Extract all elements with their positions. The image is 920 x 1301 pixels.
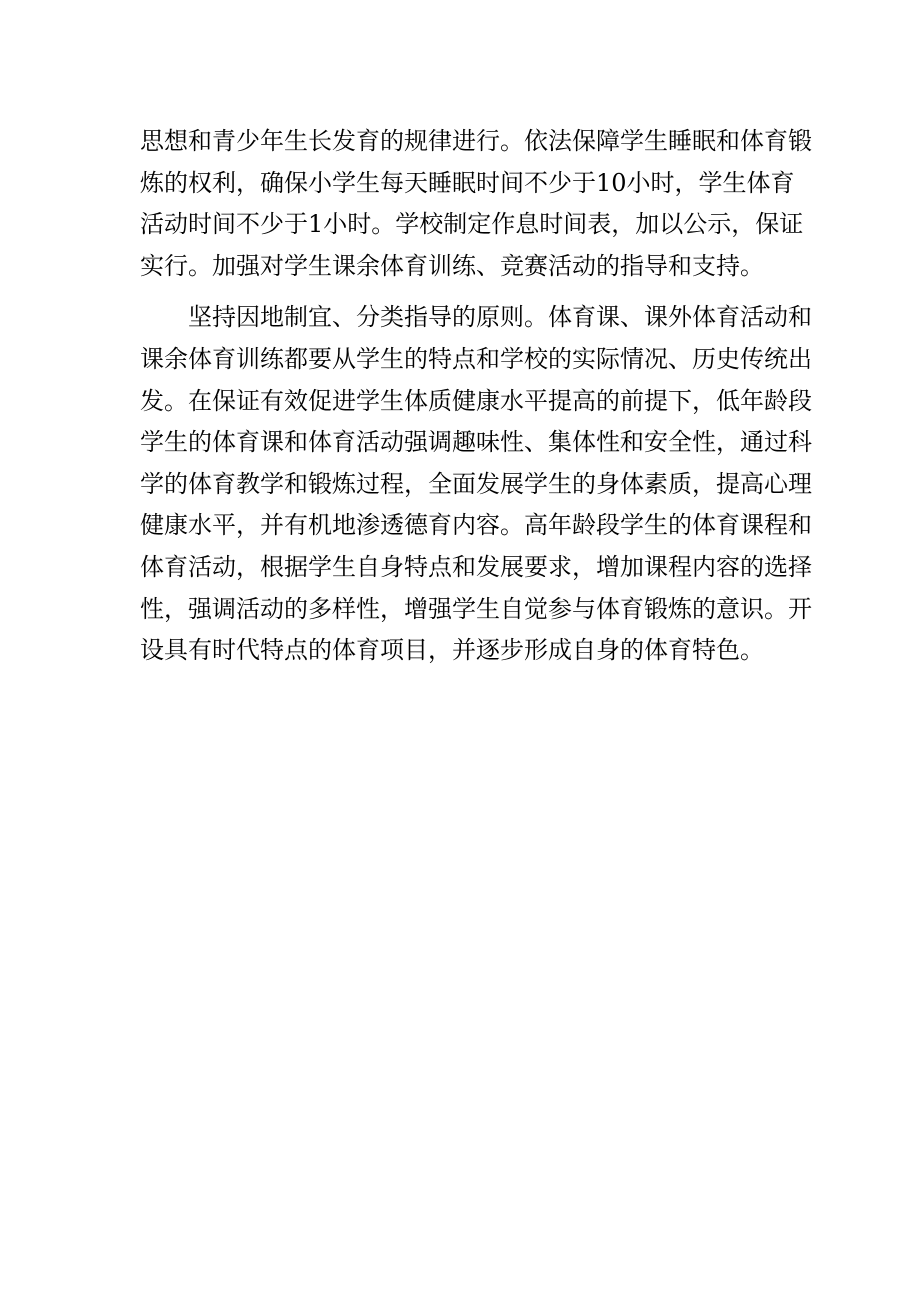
paragraph-1 bbox=[140, 121, 812, 287]
text-line-indented: 坚持因地制宜、分类指导的原则。体育课、课外体育活动和 bbox=[188, 303, 812, 332]
paragraph-2 bbox=[140, 297, 812, 671]
text-line: 炼的权利，确保小学生每天睡眠时间不少于10小时，学生体育 bbox=[140, 168, 795, 197]
text-line: 活动时间不少于1小时。学校制定作息时间表，加以公示，保证 bbox=[140, 210, 804, 239]
text-line: 健康水平，并有机地渗透德育内容。高年龄段学生的体育课程和 bbox=[140, 511, 812, 540]
paragraph-gap bbox=[140, 287, 790, 297]
text-line: 课余体育训练都要从学生的特点和学校的实际情况、历史传统出 bbox=[140, 344, 812, 373]
text-line: 体育活动，根据学生自身特点和发展要求，增加课程内容的选择 bbox=[140, 552, 812, 581]
text-line: 实行。加强对学生课余体育训练、竞赛活动的指导和支持。 bbox=[140, 251, 764, 280]
text-line: 发。在保证有效促进学生体质健康水平提高的前提下，低年龄段 bbox=[140, 386, 812, 415]
text-line: 学生的体育课和体育活动强调趣味性、集体性和安全性，通过科 bbox=[140, 428, 812, 457]
document-body bbox=[140, 121, 812, 672]
text-line: 设具有时代特点的体育项目，并逐步形成自身的体育特色。 bbox=[140, 636, 764, 665]
text-line: 思想和青少年生长发育的规律进行。依法保障学生睡眠和体育锻 bbox=[140, 127, 812, 155]
text-line: 学的体育教学和锻炼过程，全面发展学生的身体素质，提高心理 bbox=[140, 469, 812, 498]
text-line: 性，强调活动的多样性，增强学生自觉参与体育锻炼的意识。开 bbox=[140, 594, 812, 623]
